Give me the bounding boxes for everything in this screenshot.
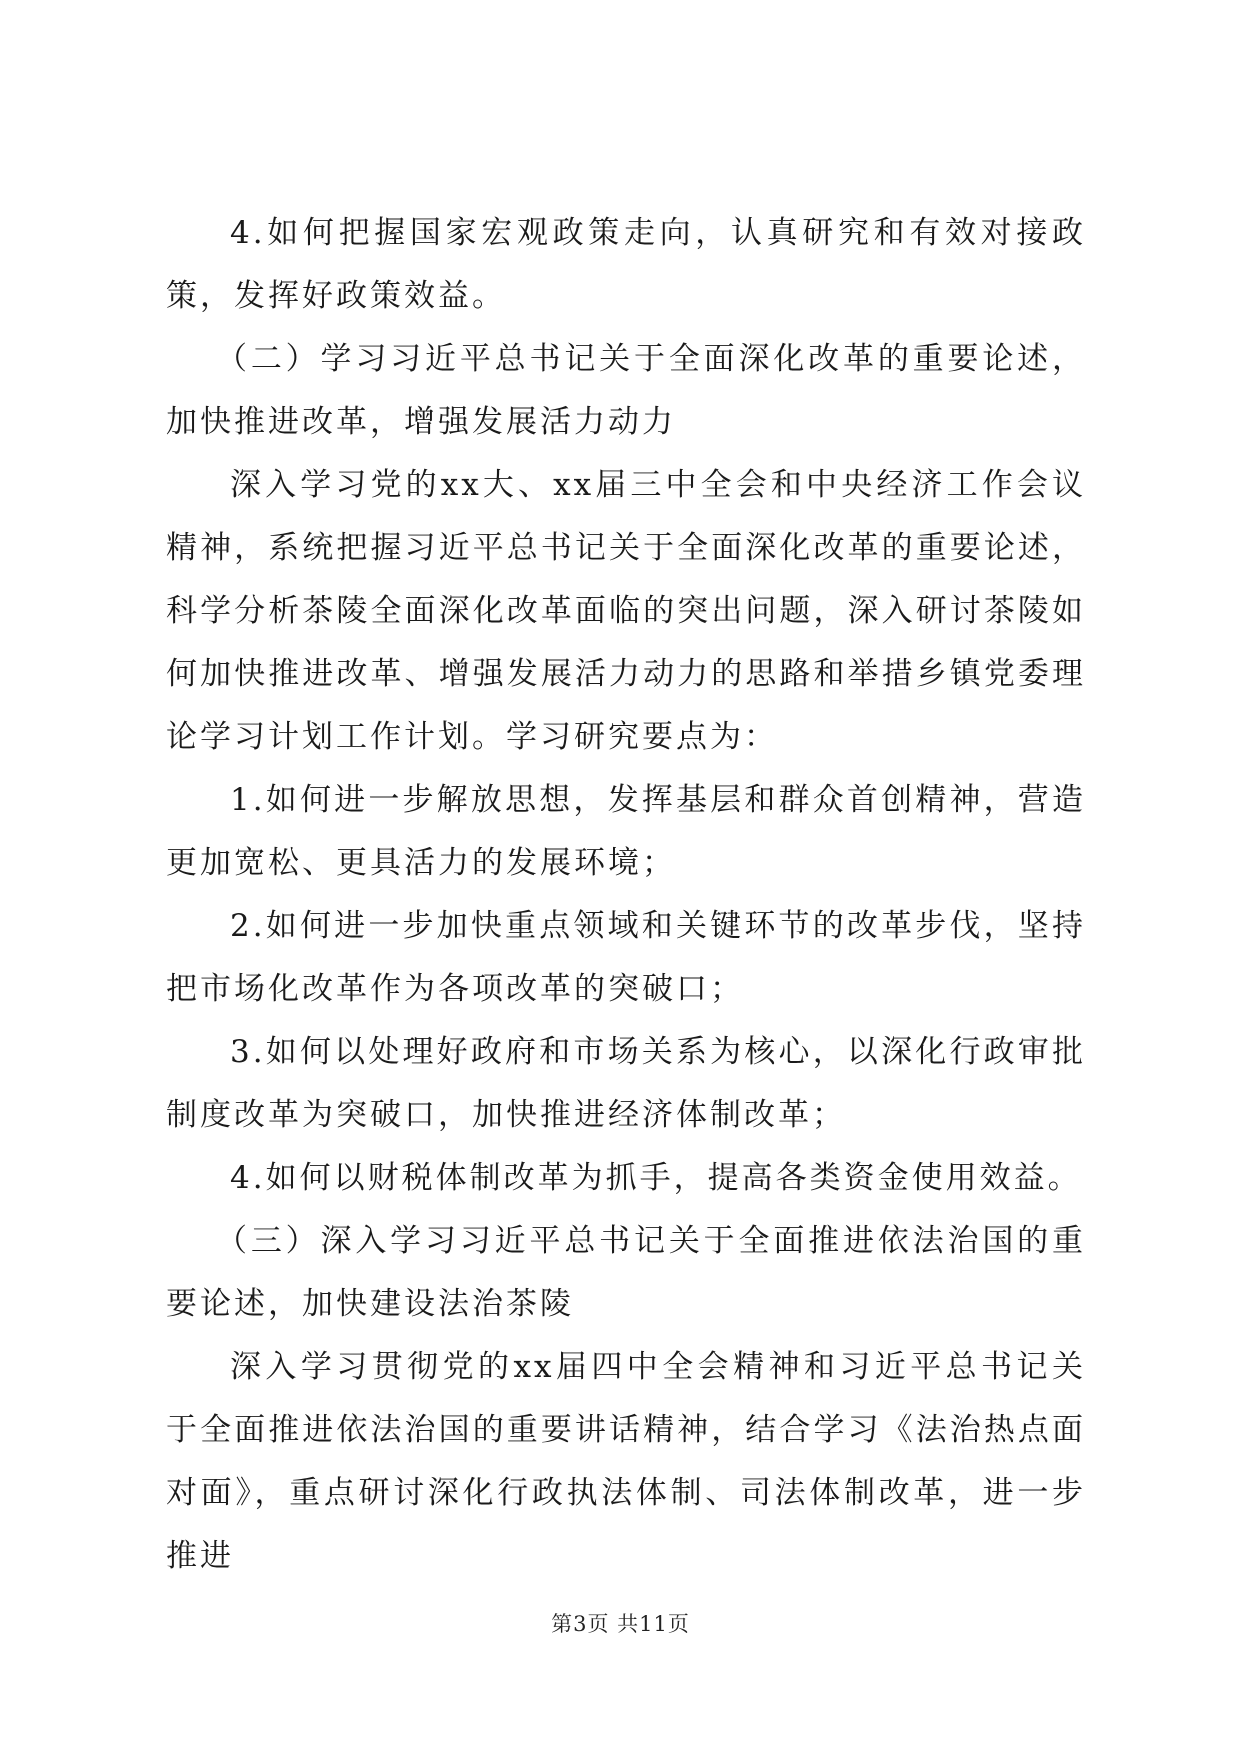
paragraph-point-1: 1.如何进一步解放思想，发挥基层和群众首创精神，营造更加宽松、更具活力的发展环境； [166, 782, 1086, 881]
paragraph-rule-of-law-intro: 深入学习贯彻党的xx届四中全会精神和习近平总书记关于全面推进依法治国的重要讲话精神，结合学习《法治热点面对面》，重点研讨深化行政执法体制、司法体制改革，进一步推进 [166, 1349, 1086, 1574]
paragraph-point-2: 2.如何进一步加快重点领域和关键环节的改革步伐，坚持把市场化改革作为各项改革的突破口； [166, 908, 1086, 1007]
paragraph-point-3: 3.如何以处理好政府和市场关系为核心，以深化行政审批制度改革为突破口，加快推进经济体制改革； [166, 1034, 1086, 1133]
paragraph-reform-intro: 深入学习党的xx大、xx届三中全会和中央经济工作会议精神，系统把握习近平总书记关于全面深化改革的重要论述，科学分析茶陵全面深化改革面临的突出问题，深入研讨茶陵如何加快推进改革、增强发展活力动力的思路和举措乡镇党委理论学习计划工作计划。学习研究要点为： [166, 467, 1086, 755]
paragraph-point-4-fiscal: 4.如何以财税体制改革为抓手，提高各类资金使用效益。 [230, 1160, 1082, 1196]
page-number-footer: 第3页 共11页 [551, 1612, 690, 1636]
section-heading-3: （三）深入学习习近平总书记关于全面推进依法治国的重要论述，加快建设法治茶陵 [166, 1223, 1086, 1322]
paragraph-point-4-policy: 4.如何把握国家宏观政策走向，认真研究和有效对接政策，发挥好政策效益。 [166, 215, 1086, 314]
document-body [166, 202, 1086, 1588]
section-heading-2: （二）学习习近平总书记关于全面深化改革的重要论述，加快推进改革，增强发展活力动力 [166, 341, 1086, 440]
